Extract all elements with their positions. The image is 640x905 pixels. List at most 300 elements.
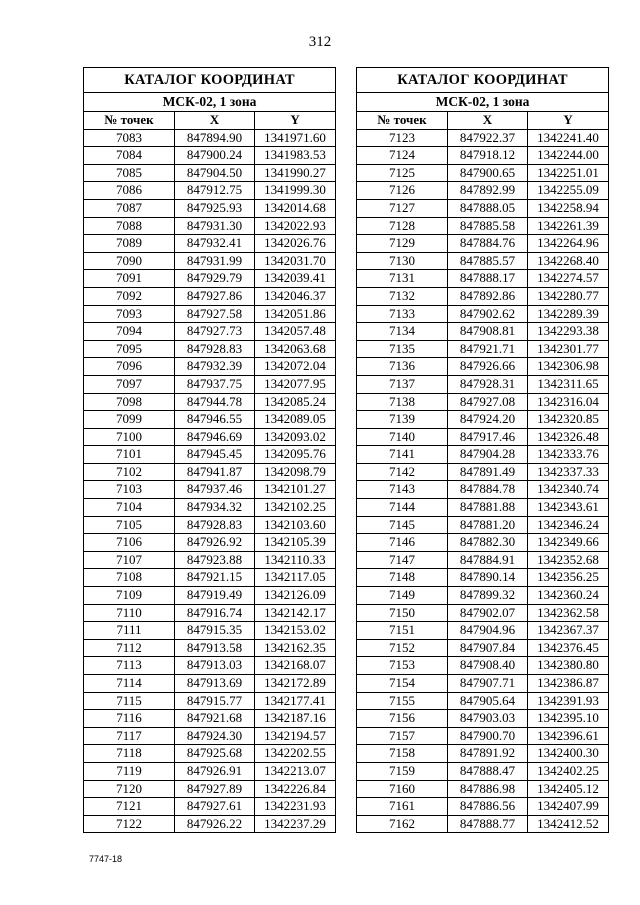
- x-coordinate-cell: 847891.49: [448, 463, 528, 481]
- y-coordinate-cell: 1342340.74: [528, 481, 609, 499]
- table-row: [357, 710, 609, 728]
- column-header-x: X: [175, 112, 255, 130]
- table-row: [84, 745, 336, 763]
- point-number-cell: 7115: [84, 692, 175, 710]
- table-body-left: [84, 129, 336, 833]
- y-coordinate-cell: 1342063.68: [255, 340, 336, 358]
- x-coordinate-cell: 847931.30: [175, 217, 255, 235]
- catalog-title: КАТАЛОГ КООРДИНАТ: [84, 68, 336, 93]
- table-row: [357, 780, 609, 798]
- table-row: [357, 358, 609, 376]
- x-coordinate-cell: 847923.88: [175, 551, 255, 569]
- table-row: [84, 815, 336, 833]
- y-coordinate-cell: 1342352.68: [528, 551, 609, 569]
- table-body-right: [357, 129, 609, 833]
- y-coordinate-cell: 1342258.94: [528, 199, 609, 217]
- y-coordinate-cell: 1342126.09: [255, 587, 336, 605]
- y-coordinate-cell: 1342362.58: [528, 604, 609, 622]
- x-coordinate-cell: 847941.87: [175, 463, 255, 481]
- y-coordinate-cell: 1342376.45: [528, 639, 609, 657]
- x-coordinate-cell: 847905.64: [448, 692, 528, 710]
- y-coordinate-cell: 1341990.27: [255, 164, 336, 182]
- point-number-cell: 7124: [357, 147, 448, 165]
- point-number-cell: 7118: [84, 745, 175, 763]
- y-coordinate-cell: 1342110.33: [255, 551, 336, 569]
- x-coordinate-cell: 847934.32: [175, 499, 255, 517]
- point-number-cell: 7160: [357, 780, 448, 798]
- table-row: [84, 393, 336, 411]
- point-number-cell: 7157: [357, 727, 448, 745]
- point-number-cell: 7143: [357, 481, 448, 499]
- y-coordinate-cell: 1342395.10: [528, 710, 609, 728]
- y-coordinate-cell: 1342039.41: [255, 270, 336, 288]
- page-number: 312: [308, 34, 332, 50]
- x-coordinate-cell: 847926.91: [175, 762, 255, 780]
- table-row: [357, 727, 609, 745]
- point-number-cell: 7134: [357, 323, 448, 341]
- catalog-title: КАТАЛОГ КООРДИНАТ: [357, 68, 609, 93]
- y-coordinate-cell: 1342400.30: [528, 745, 609, 763]
- x-coordinate-cell: 847882.30: [448, 534, 528, 552]
- y-coordinate-cell: 1342103.60: [255, 516, 336, 534]
- y-coordinate-cell: 1342194.57: [255, 727, 336, 745]
- x-coordinate-cell: 847886.98: [448, 780, 528, 798]
- x-coordinate-cell: 847915.35: [175, 622, 255, 640]
- x-coordinate-cell: 847927.08: [448, 393, 528, 411]
- x-coordinate-cell: 847894.90: [175, 129, 255, 147]
- y-coordinate-cell: 1342105.39: [255, 534, 336, 552]
- point-number-cell: 7090: [84, 252, 175, 270]
- y-coordinate-cell: 1342231.93: [255, 798, 336, 816]
- point-number-cell: 7120: [84, 780, 175, 798]
- table-row: [84, 305, 336, 323]
- x-coordinate-cell: 847902.62: [448, 305, 528, 323]
- y-coordinate-cell: 1342085.24: [255, 393, 336, 411]
- point-number-cell: 7136: [357, 358, 448, 376]
- y-coordinate-cell: 1342026.76: [255, 235, 336, 253]
- y-coordinate-cell: 1342153.02: [255, 622, 336, 640]
- table-row: [357, 815, 609, 833]
- column-header-x: X: [448, 112, 528, 130]
- table-row: [357, 217, 609, 235]
- point-number-cell: 7129: [357, 235, 448, 253]
- table-row: [357, 762, 609, 780]
- y-coordinate-cell: 1342077.95: [255, 375, 336, 393]
- point-number-cell: 7093: [84, 305, 175, 323]
- table-row: [357, 692, 609, 710]
- x-coordinate-cell: 847907.71: [448, 675, 528, 693]
- point-number-cell: 7161: [357, 798, 448, 816]
- y-coordinate-cell: 1342255.09: [528, 182, 609, 200]
- table-row: [84, 411, 336, 429]
- point-number-cell: 7096: [84, 358, 175, 376]
- point-number-cell: 7123: [357, 129, 448, 147]
- table-row: [84, 675, 336, 693]
- point-number-cell: 7145: [357, 516, 448, 534]
- y-coordinate-cell: 1342391.93: [528, 692, 609, 710]
- x-coordinate-cell: 847913.69: [175, 675, 255, 693]
- y-coordinate-cell: 1342093.02: [255, 428, 336, 446]
- table-row: [84, 287, 336, 305]
- y-coordinate-cell: 1342386.87: [528, 675, 609, 693]
- point-number-cell: 7095: [84, 340, 175, 358]
- table-row: [357, 622, 609, 640]
- y-coordinate-cell: 1342102.25: [255, 499, 336, 517]
- table-row: [357, 164, 609, 182]
- y-coordinate-cell: 1342162.35: [255, 639, 336, 657]
- x-coordinate-cell: 847931.99: [175, 252, 255, 270]
- column-header-y: Y: [528, 112, 609, 130]
- point-number-cell: 7137: [357, 375, 448, 393]
- x-coordinate-cell: 847888.47: [448, 762, 528, 780]
- y-coordinate-cell: 1342022.93: [255, 217, 336, 235]
- point-number-cell: 7126: [357, 182, 448, 200]
- point-number-cell: 7150: [357, 604, 448, 622]
- x-coordinate-cell: 847892.99: [448, 182, 528, 200]
- x-coordinate-cell: 847904.28: [448, 446, 528, 464]
- y-coordinate-cell: 1342213.07: [255, 762, 336, 780]
- x-coordinate-cell: 847908.40: [448, 657, 528, 675]
- point-number-cell: 7153: [357, 657, 448, 675]
- table-row: [84, 428, 336, 446]
- point-number-cell: 7083: [84, 129, 175, 147]
- table-row: [84, 780, 336, 798]
- y-coordinate-cell: 1342264.96: [528, 235, 609, 253]
- x-coordinate-cell: 847904.50: [175, 164, 255, 182]
- point-number-cell: 7148: [357, 569, 448, 587]
- point-number-cell: 7086: [84, 182, 175, 200]
- coordinate-catalog-table-left: [83, 67, 336, 833]
- table-row: [84, 375, 336, 393]
- y-coordinate-cell: 1342237.29: [255, 815, 336, 833]
- point-number-cell: 7127: [357, 199, 448, 217]
- y-coordinate-cell: 1342095.76: [255, 446, 336, 464]
- table-row: [84, 481, 336, 499]
- x-coordinate-cell: 847929.79: [175, 270, 255, 288]
- table-row: [84, 340, 336, 358]
- table-row: [84, 657, 336, 675]
- x-coordinate-cell: 847900.24: [175, 147, 255, 165]
- y-coordinate-cell: 1342101.27: [255, 481, 336, 499]
- y-coordinate-cell: 1342089.05: [255, 411, 336, 429]
- point-number-cell: 7132: [357, 287, 448, 305]
- x-coordinate-cell: 847913.58: [175, 639, 255, 657]
- x-coordinate-cell: 847908.81: [448, 323, 528, 341]
- x-coordinate-cell: 847928.31: [448, 375, 528, 393]
- x-coordinate-cell: 847902.07: [448, 604, 528, 622]
- table-row: [357, 235, 609, 253]
- x-coordinate-cell: 847927.86: [175, 287, 255, 305]
- point-number-cell: 7103: [84, 481, 175, 499]
- y-coordinate-cell: 1342360.24: [528, 587, 609, 605]
- coordinate-zone: МСК-02, 1 зона: [84, 93, 336, 112]
- y-coordinate-cell: 1341983.53: [255, 147, 336, 165]
- table-row: [84, 710, 336, 728]
- point-number-cell: 7094: [84, 323, 175, 341]
- x-coordinate-cell: 847921.68: [175, 710, 255, 728]
- x-coordinate-cell: 847890.14: [448, 569, 528, 587]
- y-coordinate-cell: 1342177.41: [255, 692, 336, 710]
- y-coordinate-cell: 1342142.17: [255, 604, 336, 622]
- y-coordinate-cell: 1342333.76: [528, 446, 609, 464]
- table-row: [84, 762, 336, 780]
- x-coordinate-cell: 847891.92: [448, 745, 528, 763]
- x-coordinate-cell: 847932.39: [175, 358, 255, 376]
- table-row: [357, 604, 609, 622]
- y-coordinate-cell: 1342396.61: [528, 727, 609, 745]
- point-number-cell: 7104: [84, 499, 175, 517]
- table-row: [84, 798, 336, 816]
- table-row: [357, 287, 609, 305]
- x-coordinate-cell: 847904.96: [448, 622, 528, 640]
- table-row: [84, 463, 336, 481]
- y-coordinate-cell: 1342172.89: [255, 675, 336, 693]
- point-number-cell: 7106: [84, 534, 175, 552]
- table-row: [84, 235, 336, 253]
- y-coordinate-cell: 1342168.07: [255, 657, 336, 675]
- table-row: [357, 499, 609, 517]
- point-number-cell: 7122: [84, 815, 175, 833]
- x-coordinate-cell: 847937.75: [175, 375, 255, 393]
- y-coordinate-cell: 1342407.99: [528, 798, 609, 816]
- point-number-cell: 7155: [357, 692, 448, 710]
- point-number-cell: 7089: [84, 235, 175, 253]
- table-row: [357, 147, 609, 165]
- point-number-cell: 7130: [357, 252, 448, 270]
- point-number-cell: 7119: [84, 762, 175, 780]
- x-coordinate-cell: 847921.71: [448, 340, 528, 358]
- x-coordinate-cell: 847944.78: [175, 393, 255, 411]
- x-coordinate-cell: 847885.58: [448, 217, 528, 235]
- point-number-cell: 7128: [357, 217, 448, 235]
- y-coordinate-cell: 1342293.38: [528, 323, 609, 341]
- x-coordinate-cell: 847926.66: [448, 358, 528, 376]
- y-coordinate-cell: 1342031.70: [255, 252, 336, 270]
- y-coordinate-cell: 1342337.33: [528, 463, 609, 481]
- x-coordinate-cell: 847927.58: [175, 305, 255, 323]
- table-row: [357, 675, 609, 693]
- point-number-cell: 7085: [84, 164, 175, 182]
- point-number-cell: 7114: [84, 675, 175, 693]
- x-coordinate-cell: 847888.77: [448, 815, 528, 833]
- y-coordinate-cell: 1342349.66: [528, 534, 609, 552]
- point-number-cell: 7097: [84, 375, 175, 393]
- coordinate-catalog-table-right: [356, 67, 609, 833]
- y-coordinate-cell: 1342202.55: [255, 745, 336, 763]
- x-coordinate-cell: 847885.57: [448, 252, 528, 270]
- x-coordinate-cell: 847881.88: [448, 499, 528, 517]
- y-coordinate-cell: 1342268.40: [528, 252, 609, 270]
- point-number-cell: 7088: [84, 217, 175, 235]
- x-coordinate-cell: 847926.22: [175, 815, 255, 833]
- table-row: [84, 217, 336, 235]
- point-number-cell: 7107: [84, 551, 175, 569]
- x-coordinate-cell: 847927.73: [175, 323, 255, 341]
- x-coordinate-cell: 847924.20: [448, 411, 528, 429]
- y-coordinate-cell: 1342280.77: [528, 287, 609, 305]
- table-row: [357, 340, 609, 358]
- x-coordinate-cell: 847881.20: [448, 516, 528, 534]
- point-number-cell: 7146: [357, 534, 448, 552]
- point-number-cell: 7121: [84, 798, 175, 816]
- table-row: [357, 534, 609, 552]
- table-row: [84, 446, 336, 464]
- table-row: [84, 587, 336, 605]
- table-row: [357, 199, 609, 217]
- y-coordinate-cell: 1342320.85: [528, 411, 609, 429]
- column-header-point: № точек: [357, 112, 448, 130]
- x-coordinate-cell: 847925.93: [175, 199, 255, 217]
- x-coordinate-cell: 847888.17: [448, 270, 528, 288]
- point-number-cell: 7141: [357, 446, 448, 464]
- y-coordinate-cell: 1342117.05: [255, 569, 336, 587]
- y-coordinate-cell: 1342326.48: [528, 428, 609, 446]
- table-row: [84, 604, 336, 622]
- x-coordinate-cell: 847900.70: [448, 727, 528, 745]
- y-coordinate-cell: 1342301.77: [528, 340, 609, 358]
- x-coordinate-cell: 847937.46: [175, 481, 255, 499]
- y-coordinate-cell: 1342356.25: [528, 569, 609, 587]
- x-coordinate-cell: 847892.86: [448, 287, 528, 305]
- coordinate-zone: МСК-02, 1 зона: [357, 93, 609, 112]
- x-coordinate-cell: 847946.55: [175, 411, 255, 429]
- point-number-cell: 7156: [357, 710, 448, 728]
- table-row: [84, 270, 336, 288]
- y-coordinate-cell: 1342057.48: [255, 323, 336, 341]
- point-number-cell: 7144: [357, 499, 448, 517]
- x-coordinate-cell: 847927.61: [175, 798, 255, 816]
- table-row: [357, 393, 609, 411]
- y-coordinate-cell: 1341999.30: [255, 182, 336, 200]
- column-header-point: № точек: [84, 112, 175, 130]
- table-row: [357, 463, 609, 481]
- y-coordinate-cell: 1342346.24: [528, 516, 609, 534]
- y-coordinate-cell: 1342187.16: [255, 710, 336, 728]
- point-number-cell: 7116: [84, 710, 175, 728]
- table-row: [357, 446, 609, 464]
- y-coordinate-cell: 1342274.57: [528, 270, 609, 288]
- y-coordinate-cell: 1342051.86: [255, 305, 336, 323]
- table-row: [357, 745, 609, 763]
- table-row: [84, 516, 336, 534]
- x-coordinate-cell: 847919.49: [175, 587, 255, 605]
- table-row: [84, 569, 336, 587]
- table-row: [84, 164, 336, 182]
- x-coordinate-cell: 847925.68: [175, 745, 255, 763]
- y-coordinate-cell: 1342405.12: [528, 780, 609, 798]
- point-number-cell: 7133: [357, 305, 448, 323]
- table-row: [84, 692, 336, 710]
- x-coordinate-cell: 847922.37: [448, 129, 528, 147]
- y-coordinate-cell: 1342367.37: [528, 622, 609, 640]
- table-row: [84, 129, 336, 147]
- x-coordinate-cell: 847927.89: [175, 780, 255, 798]
- x-coordinate-cell: 847928.83: [175, 516, 255, 534]
- x-coordinate-cell: 847915.77: [175, 692, 255, 710]
- point-number-cell: 7091: [84, 270, 175, 288]
- point-number-cell: 7110: [84, 604, 175, 622]
- point-number-cell: 7084: [84, 147, 175, 165]
- point-number-cell: 7117: [84, 727, 175, 745]
- table-row: [357, 323, 609, 341]
- point-number-cell: 7113: [84, 657, 175, 675]
- point-number-cell: 7105: [84, 516, 175, 534]
- table-row: [357, 516, 609, 534]
- x-coordinate-cell: 847928.83: [175, 340, 255, 358]
- y-coordinate-cell: 1342380.80: [528, 657, 609, 675]
- y-coordinate-cell: 1342412.52: [528, 815, 609, 833]
- point-number-cell: 7142: [357, 463, 448, 481]
- point-number-cell: 7112: [84, 639, 175, 657]
- table-row: [357, 305, 609, 323]
- point-number-cell: 7092: [84, 287, 175, 305]
- table-row: [357, 375, 609, 393]
- table-row: [357, 411, 609, 429]
- table-row: [357, 587, 609, 605]
- point-number-cell: 7158: [357, 745, 448, 763]
- y-coordinate-cell: 1342289.39: [528, 305, 609, 323]
- point-number-cell: 7087: [84, 199, 175, 217]
- point-number-cell: 7125: [357, 164, 448, 182]
- point-number-cell: 7154: [357, 675, 448, 693]
- x-coordinate-cell: 847899.32: [448, 587, 528, 605]
- x-coordinate-cell: 847926.92: [175, 534, 255, 552]
- table-row: [357, 252, 609, 270]
- y-coordinate-cell: 1342072.04: [255, 358, 336, 376]
- x-coordinate-cell: 847884.91: [448, 551, 528, 569]
- point-number-cell: 7109: [84, 587, 175, 605]
- table-row: [84, 727, 336, 745]
- y-coordinate-cell: 1342316.04: [528, 393, 609, 411]
- table-row: [84, 182, 336, 200]
- point-number-cell: 7149: [357, 587, 448, 605]
- x-coordinate-cell: 847900.65: [448, 164, 528, 182]
- x-coordinate-cell: 847916.74: [175, 604, 255, 622]
- table-row: [357, 569, 609, 587]
- y-coordinate-cell: 1342244.00: [528, 147, 609, 165]
- table-row: [357, 270, 609, 288]
- point-number-cell: 7108: [84, 569, 175, 587]
- y-coordinate-cell: 1342311.65: [528, 375, 609, 393]
- x-coordinate-cell: 847912.75: [175, 182, 255, 200]
- point-number-cell: 7131: [357, 270, 448, 288]
- x-coordinate-cell: 847924.30: [175, 727, 255, 745]
- point-number-cell: 7098: [84, 393, 175, 411]
- y-coordinate-cell: 1342261.39: [528, 217, 609, 235]
- table-row: [357, 182, 609, 200]
- y-coordinate-cell: 1342306.98: [528, 358, 609, 376]
- y-coordinate-cell: 1342046.37: [255, 287, 336, 305]
- point-number-cell: 7135: [357, 340, 448, 358]
- table-row: [357, 798, 609, 816]
- x-coordinate-cell: 847884.78: [448, 481, 528, 499]
- point-number-cell: 7100: [84, 428, 175, 446]
- table-row: [84, 551, 336, 569]
- table-row: [357, 639, 609, 657]
- document-code: 7747-18: [89, 854, 123, 864]
- table-row: [84, 252, 336, 270]
- x-coordinate-cell: 847888.05: [448, 199, 528, 217]
- table-row: [357, 428, 609, 446]
- column-header-y: Y: [255, 112, 336, 130]
- table-row: [357, 551, 609, 569]
- point-number-cell: 7162: [357, 815, 448, 833]
- point-number-cell: 7147: [357, 551, 448, 569]
- y-coordinate-cell: 1342241.40: [528, 129, 609, 147]
- table-row: [357, 481, 609, 499]
- table-row: [84, 534, 336, 552]
- y-coordinate-cell: 1342098.79: [255, 463, 336, 481]
